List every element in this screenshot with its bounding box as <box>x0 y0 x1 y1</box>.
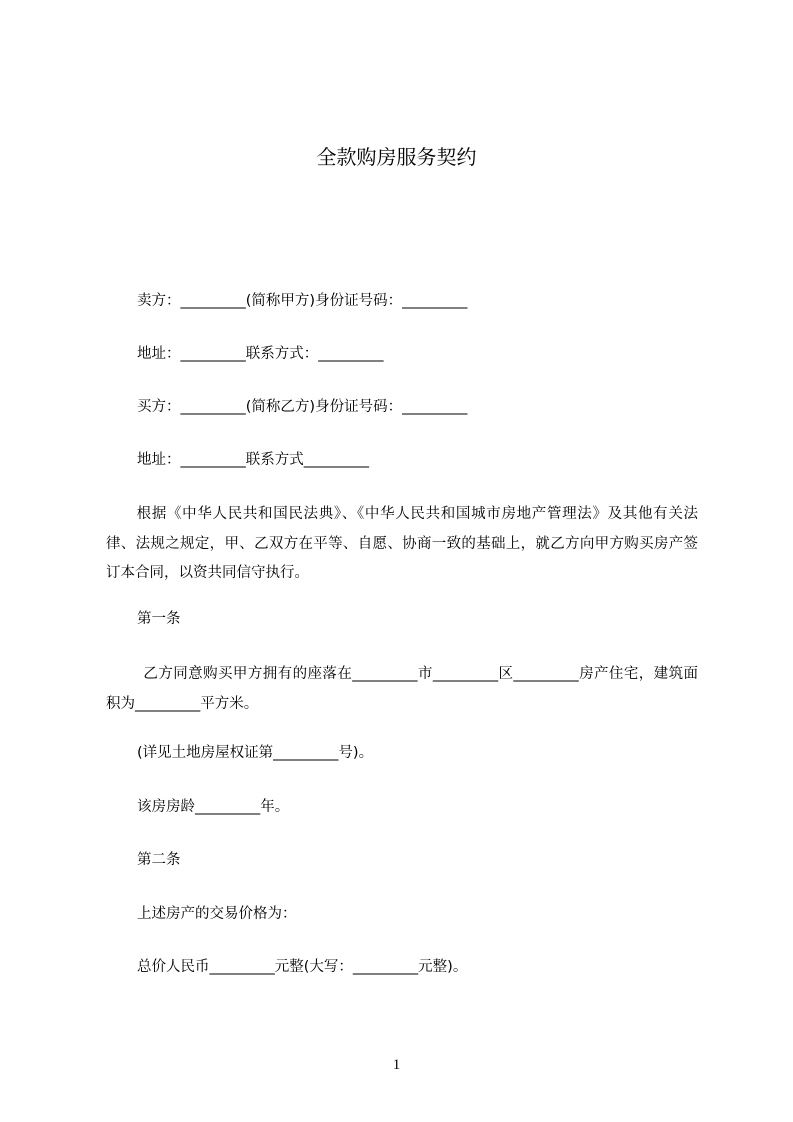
buyer-line: 买方：_________(简称乙方)身份证号码：_________ <box>137 399 468 415</box>
seller-address-line: 地址：_________联系方式：_________ <box>137 346 384 362</box>
seller-line: 卖方：_________(简称甲方)身份证号码：_________ <box>137 293 468 309</box>
article-2-text: 上述房产的交易价格为： <box>137 906 297 922</box>
article-1-text: 乙方同意购买甲方拥有的座落在_________市_________区_________房产住宅，建筑面积为_________平方米。 <box>106 666 698 712</box>
preamble-paragraph <box>106 500 698 589</box>
document-title: 全款购房服务契约 <box>316 145 477 169</box>
article-2-heading: 第二条 <box>137 852 181 868</box>
preamble-text: 根据《中华人民共和国民法典》、《中华人民共和国城市房地产管理法》及其他有关法律、法规之规定，甲、乙双方在平等、自愿、协商一致的基础上，就乙方向甲方购买房产签订本合同，以资共同信守执行。 <box>106 506 698 581</box>
buyer-address-line: 地址：_________联系方式_________ <box>137 452 369 468</box>
article-1-paragraph <box>106 660 698 719</box>
article-1-certificate-line: (详见土地房屋权证第_________号)。 <box>137 745 374 761</box>
article-1-heading: 第一条 <box>137 611 181 627</box>
article-1-house-age-line: 该房房龄_________年。 <box>137 799 290 815</box>
page-number: 1 <box>392 1057 401 1073</box>
article-2-total-price-line: 总价人民币_________元整(大写：_________元整)。 <box>137 959 468 975</box>
